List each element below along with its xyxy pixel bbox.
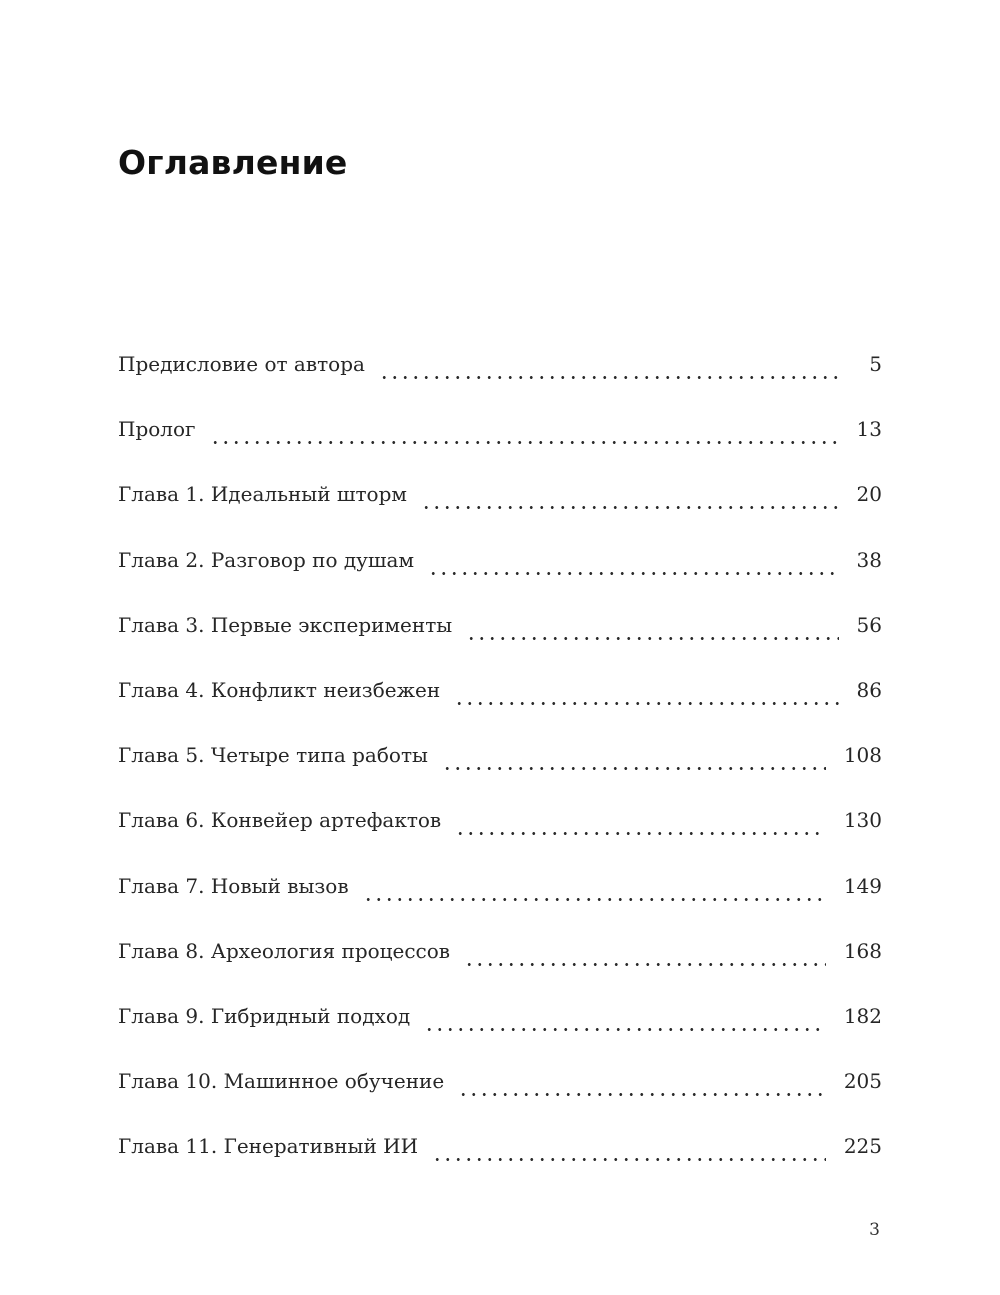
toc-entry-page: 13 (856, 417, 882, 442)
toc-entry-page: 182 (843, 1003, 882, 1028)
dot-leader (458, 1093, 826, 1096)
page-title: Оглавление (118, 143, 348, 182)
toc-entry-label: Глава 5. Четыре типа работы (118, 743, 428, 768)
toc-entry-label: Глава 10. Машинное обучение (118, 1069, 445, 1094)
toc-entry-page: 108 (843, 743, 882, 768)
toc-entry-label: Пролог (118, 417, 196, 442)
dot-leader (428, 572, 839, 575)
toc-entry-label: Глава 2. Разговор по душам (118, 547, 415, 572)
toc-entry-page: 86 (856, 677, 882, 702)
toc-entry-label: Предисловие от автора (118, 352, 365, 376)
toc-entry-label: Глава 4. Конфликт неизбежен (118, 677, 441, 702)
toc-entry-chapter-2[interactable] (118, 538, 882, 603)
toc-entry-chapter-10[interactable] (118, 1059, 882, 1124)
dot-leader (379, 376, 840, 379)
toc-entry-page: 5 (869, 352, 882, 376)
toc-entry-chapter-5[interactable] (118, 733, 882, 798)
toc-entry-chapter-6[interactable] (118, 798, 882, 863)
toc-entry-page: 20 (856, 482, 882, 507)
dot-leader (455, 832, 826, 835)
toc-entry-chapter-8[interactable] (118, 929, 882, 994)
toc-entry-label: Глава 1. Идеальный шторм (118, 482, 407, 507)
toc-entry-label: Глава 6. Конвейер артефактов (118, 808, 442, 833)
toc-entry-label: Глава 8. Археология процессов (118, 938, 451, 963)
dot-leader (466, 637, 838, 640)
dot-leader (424, 1028, 826, 1031)
toc-entry-prologue[interactable] (118, 407, 882, 472)
toc-entry-page: 225 (843, 1134, 882, 1159)
page-number: 3 (869, 1220, 880, 1240)
toc-entry-chapter-1[interactable] (118, 472, 882, 537)
dot-leader (442, 767, 826, 770)
toc-entry-page: 168 (843, 938, 882, 963)
toc-entry-chapter-11[interactable] (118, 1124, 882, 1189)
dot-leader (421, 506, 839, 509)
toc-entry-page: 130 (843, 808, 882, 833)
dot-leader (464, 963, 826, 966)
toc-entry-chapter-3[interactable] (118, 603, 882, 668)
table-of-contents (118, 342, 882, 1189)
toc-entry-page: 205 (843, 1069, 882, 1094)
toc-entry-label: Глава 3. Первые эксперименты (118, 612, 453, 637)
toc-entry-chapter-4[interactable] (118, 668, 882, 733)
dot-leader (363, 898, 826, 901)
toc-entry-preface[interactable] (118, 342, 882, 407)
dot-leader (210, 441, 839, 444)
dot-leader (432, 1158, 826, 1161)
toc-entry-label: Глава 7. Новый вызов (118, 873, 349, 898)
toc-entry-page: 38 (856, 547, 882, 572)
toc-entry-label: Глава 9. Гибридный подход (118, 1003, 411, 1028)
toc-entry-chapter-7[interactable] (118, 864, 882, 929)
toc-entry-label: Глава 11. Генеративный ИИ (118, 1134, 419, 1159)
toc-entry-page: 149 (843, 873, 882, 898)
toc-entry-page: 56 (856, 612, 882, 637)
toc-entry-chapter-9[interactable] (118, 994, 882, 1059)
dot-leader (454, 702, 838, 705)
